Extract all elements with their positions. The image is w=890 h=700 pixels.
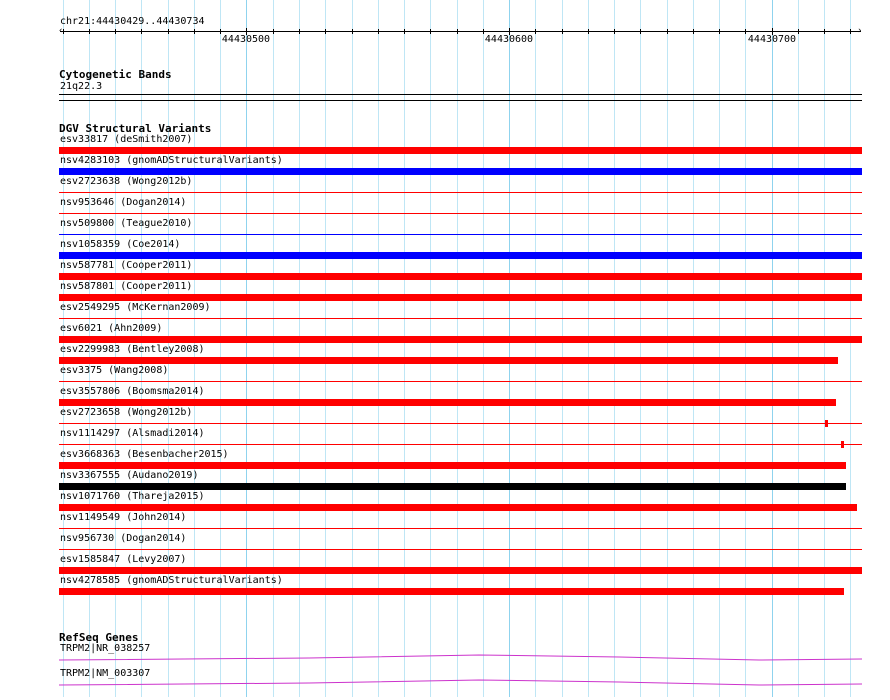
- ruler-tick: [89, 29, 90, 34]
- variant-feature[interactable]: [841, 441, 844, 448]
- transcript-intron-line: [59, 680, 862, 685]
- variant-label[interactable]: nsv1114297 (Alsmadi2014): [60, 428, 205, 439]
- variant-label[interactable]: nsv956730 (Dogan2014): [60, 533, 187, 544]
- variant-label[interactable]: esv2723658 (Wong2012b): [60, 407, 193, 418]
- ruler-tick: [614, 29, 615, 34]
- variant-bar[interactable]: [59, 294, 862, 301]
- ruler-tick: [798, 29, 799, 34]
- variant-bar[interactable]: [59, 567, 862, 574]
- variant-label[interactable]: nsv587801 (Cooper2011): [60, 281, 193, 292]
- variant-label[interactable]: nsv509800 (Teague2010): [60, 218, 193, 229]
- ruler-tick: [141, 29, 142, 34]
- ruler-line: [60, 31, 861, 32]
- ruler-tick: [824, 29, 825, 34]
- ruler-tick: [378, 29, 379, 34]
- dgv-track-title: DGV Structural Variants: [59, 122, 212, 135]
- ruler-tick: [588, 29, 589, 34]
- variant-label[interactable]: nsv4283103 (gnomADStructuralVariants): [60, 155, 283, 166]
- ruler-tick: [745, 29, 746, 34]
- ruler-tick: [115, 29, 116, 34]
- track-separator: [59, 100, 862, 101]
- variant-line[interactable]: [59, 381, 862, 382]
- coordinate-ruler[interactable]: [60, 28, 861, 44]
- variant-label[interactable]: nsv953646 (Dogan2014): [60, 197, 187, 208]
- ruler-tick: [299, 29, 300, 34]
- variant-line[interactable]: [59, 318, 862, 319]
- variant-label[interactable]: esv2723638 (Wong2012b): [60, 176, 193, 187]
- ruler-tick: [719, 29, 720, 34]
- variant-label[interactable]: esv3375 (Wang2008): [60, 365, 169, 376]
- ruler-tick: [220, 29, 221, 34]
- variant-bar[interactable]: [59, 399, 836, 406]
- ruler-label: 44430600: [484, 34, 534, 45]
- variant-bar[interactable]: [59, 252, 862, 259]
- ruler-tick: [535, 29, 536, 34]
- variant-line[interactable]: [59, 528, 862, 529]
- refseq-track-title: RefSeq Genes: [59, 631, 139, 644]
- transcript-feature[interactable]: [59, 676, 862, 700]
- variant-label[interactable]: esv33817 (deSmith2007): [60, 134, 193, 145]
- variant-bar[interactable]: [59, 357, 838, 364]
- variant-bar[interactable]: [59, 336, 862, 343]
- ruler-tick: [640, 29, 641, 34]
- ruler-label: 44430700: [747, 34, 797, 45]
- variant-bar[interactable]: [59, 483, 846, 490]
- ruler-tick: [430, 29, 431, 34]
- variant-line[interactable]: [59, 549, 862, 550]
- variant-line[interactable]: [59, 234, 862, 235]
- variant-label[interactable]: nsv1058359 (Coe2014): [60, 239, 181, 250]
- variant-label[interactable]: nsv3367555 (Audano2019): [60, 470, 199, 481]
- variant-label[interactable]: nsv1071760 (Thareja2015): [60, 491, 205, 502]
- ruler-tick: [404, 29, 405, 34]
- variant-bar[interactable]: [59, 462, 846, 469]
- ruler-label: 44430500: [221, 34, 271, 45]
- variant-label[interactable]: esv3668363 (Besenbacher2015): [60, 449, 229, 460]
- variant-bar[interactable]: [59, 504, 857, 511]
- variant-bar[interactable]: [59, 273, 862, 280]
- ruler-tick: [667, 29, 668, 34]
- ruler-left-arrow-icon: ‹: [58, 26, 64, 36]
- variant-bar[interactable]: [59, 168, 862, 175]
- cytoband-line[interactable]: [59, 94, 862, 95]
- ruler-tick: [693, 29, 694, 34]
- variant-line[interactable]: [59, 444, 862, 445]
- ruler-tick: [562, 29, 563, 34]
- transcript-label[interactable]: TRPM2|NM_003307: [60, 668, 151, 679]
- variant-label[interactable]: nsv1149549 (John2014): [60, 512, 187, 523]
- region-label: chr21:44430429..44430734: [60, 16, 205, 27]
- ruler-tick: [457, 29, 458, 34]
- cytoband-track-title: Cytogenetic Bands: [59, 68, 172, 81]
- variant-label[interactable]: esv2549295 (McKernan2009): [60, 302, 211, 313]
- variant-bar[interactable]: [59, 588, 844, 595]
- ruler-tick: [325, 29, 326, 34]
- variant-line[interactable]: [59, 213, 862, 214]
- transcript-intron-line: [59, 655, 862, 660]
- transcript-label[interactable]: TRPM2|NR_038257: [60, 643, 151, 654]
- variant-feature[interactable]: [825, 420, 828, 427]
- transcript-feature[interactable]: [59, 651, 862, 675]
- ruler-tick: [483, 29, 484, 34]
- variant-label[interactable]: esv1585847 (Levy2007): [60, 554, 187, 565]
- ruler-tick: [352, 29, 353, 34]
- ruler-right-arrow-icon: ›: [857, 26, 863, 36]
- ruler-tick: [273, 29, 274, 34]
- ruler-tick: [168, 29, 169, 34]
- variant-label[interactable]: nsv587781 (Cooper2011): [60, 260, 193, 271]
- variant-label[interactable]: esv6021 (Ahn2009): [60, 323, 163, 334]
- variant-bar[interactable]: [59, 147, 862, 154]
- variant-label[interactable]: esv3557806 (Boomsma2014): [60, 386, 205, 397]
- variant-line[interactable]: [59, 192, 862, 193]
- variant-label[interactable]: nsv4278585 (gnomADStructuralVariants): [60, 575, 283, 586]
- ruler-tick: [194, 29, 195, 34]
- variant-label[interactable]: esv2299983 (Bentley2008): [60, 344, 205, 355]
- grid-line: [850, 0, 851, 697]
- variant-line[interactable]: [59, 423, 862, 424]
- ruler-tick: [850, 29, 851, 34]
- cytoband-label: 21q22.3: [60, 81, 103, 92]
